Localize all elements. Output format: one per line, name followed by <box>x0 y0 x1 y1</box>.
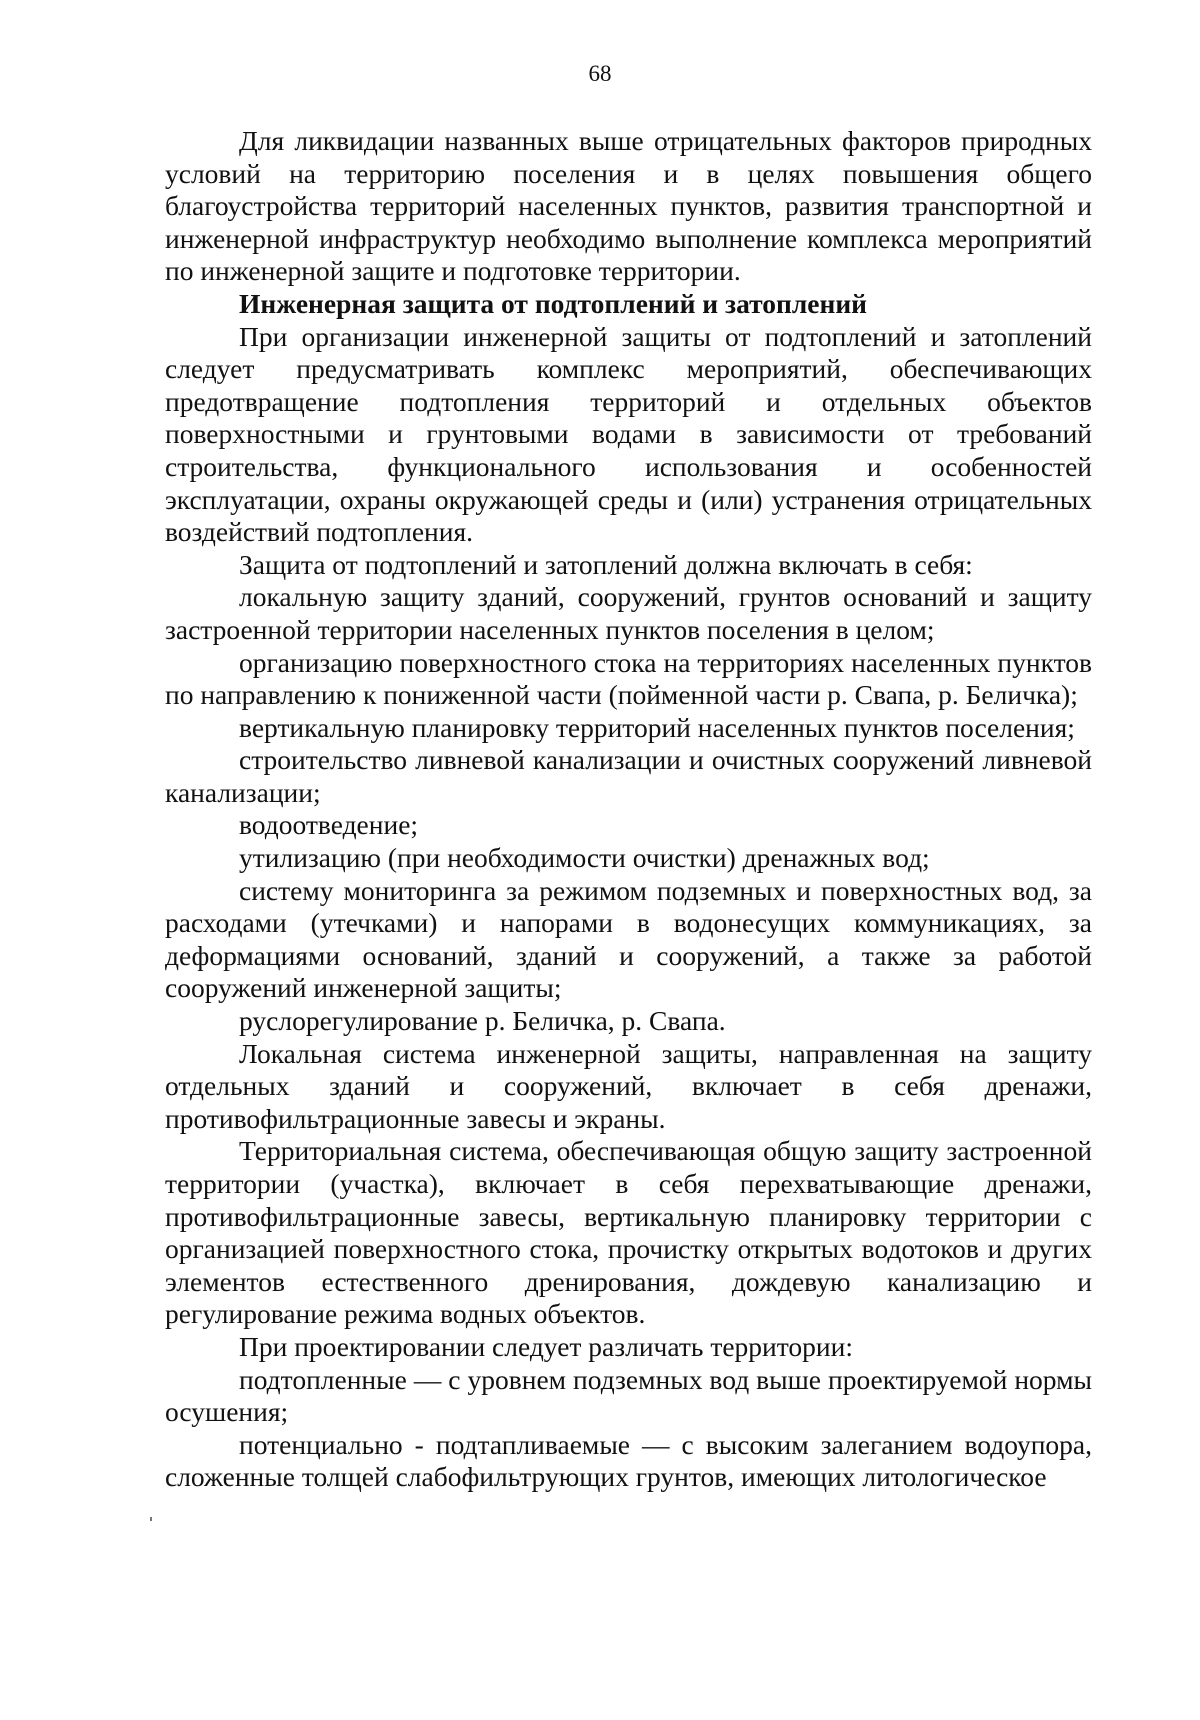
list-item-surface-runoff: организацию поверхностного стока на территориях населенных пунктов по направлению к пониженной части (пойменной части р. Свапа, р. Беличка); <box>165 646 1092 711</box>
paragraph-intro: Для ликвидации названных выше отрицательных факторов природных условий на территорию поселения и в целях повышения общего благоустройства территорий населенных пунктов, развития транспортной и инженерной инфраструктур необходимо выполнение комплекса мероприятий по инженерной защите и подготовке территории. <box>165 125 1092 287</box>
section-heading: Инженерная защита от подтоплений и затоплений <box>239 287 868 319</box>
body-text <box>165 125 1092 1494</box>
paragraph-local-system: Локальная система инженерной защиты, направленная на защиту отдельных зданий и сооружений, включает в себя дренажи, противофильтрационные завесы и экраны. <box>165 1037 1092 1134</box>
list-item-storm-sewer: строительство ливневой канализации и очистных сооружений ливневой канализации; <box>165 744 1092 808</box>
list-item-vertical-planning: вертикальную планировку территорий населенных пунктов поселения; <box>239 711 1075 743</box>
list-item-potentially-flooded: потенциально - подтапливаемые — с высоким залеганием водоупора, сложенные толщей слабофильтрующих грунтов, имеющих литологическое <box>165 1428 1092 1493</box>
page-number: 68 <box>588 61 612 86</box>
list-item-flooded: подтопленные — с уровнем подземных вод выше проектируемой нормы осушения; <box>165 1363 1092 1428</box>
list-item-drainage: водоотведение; <box>239 809 419 841</box>
paragraph-protection-includes: Защита от подтоплений и затоплений должна включать в себя: <box>239 548 973 580</box>
list-item-local-protection: локальную защиту зданий, сооружений, грунтов оснований и защиту застроенной территории населенных пунктов поселения в целом; <box>165 581 1092 645</box>
list-item-channel-regulation: руслорегулирование р. Беличка, р. Свапа. <box>239 1005 726 1037</box>
list-item-monitoring: систему мониторинга за режимом подземных и поверхностных вод, за расходами (утечками) и напорами в водонесущих коммуникациях, за деформациями оснований, зданий и сооружений, а также за работой сооружений инженерной защиты; <box>165 874 1092 1004</box>
paragraph-territorial-system: Территориальная система, обеспечивающая общую защиту застроенной территории (участка), включает в себя перехватывающие дренажи, противофильтрационные завесы, вертикальную планировку территории с организацией поверхностного стока, прочистку открытых водотоков и других элементов естественного дренирования, дождевую канализацию и регулирование режима водных объектов. <box>165 1135 1092 1330</box>
paragraph-design-territories: При проектировании следует различать территории: <box>239 1330 853 1362</box>
paragraph-organization: При организации инженерной защиты от подтоплений и затоплений следует предусматривать комплекс мероприятий, обеспечивающих предотвращение подтопления территорий и отдельных объектов поверхностными и грунтовыми водами в зависимости от требований строительства, функционального использования и особенностей эксплуатации, охраны окружающей среды и (или) устранения отрицательных воздействий подтопления. <box>165 320 1092 548</box>
scan-speck <box>150 1517 152 1521</box>
list-item-utilization: утилизацию (при необходимости очистки) дренажных вод; <box>239 842 930 874</box>
